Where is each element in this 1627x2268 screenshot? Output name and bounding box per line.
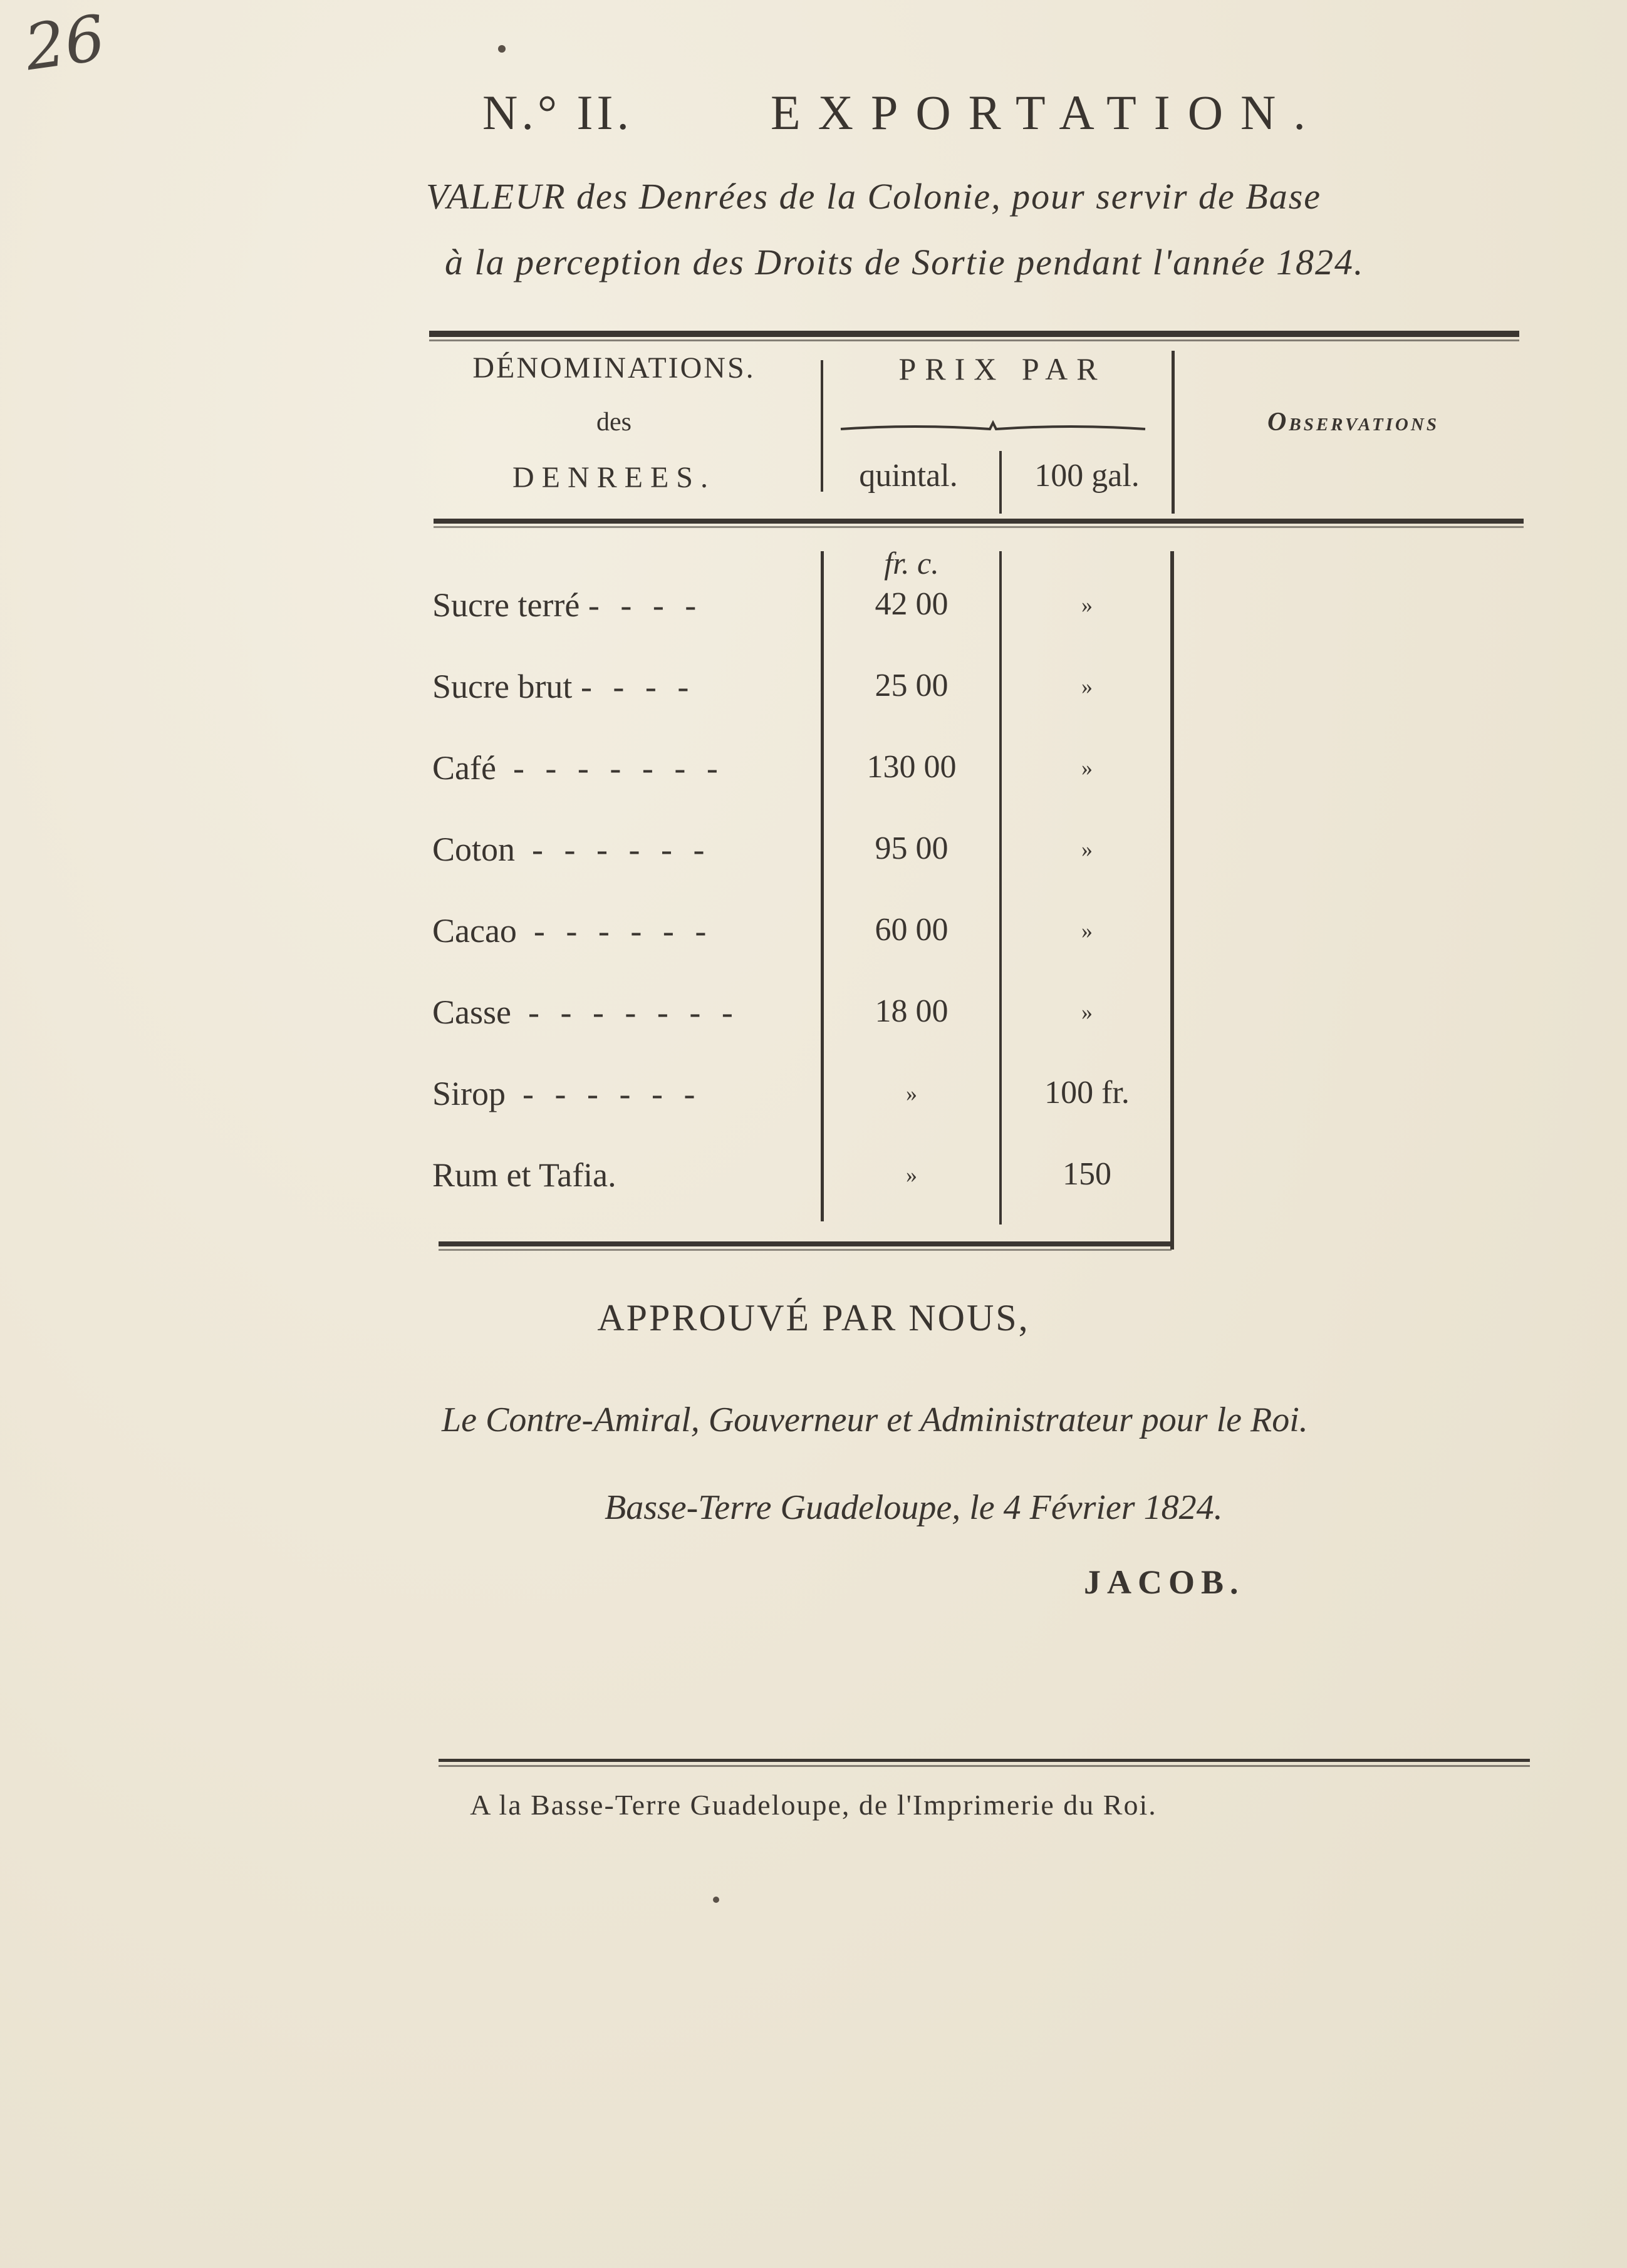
body-divider-1 bbox=[821, 551, 824, 1221]
table-row-label: Coton - - - - - - bbox=[432, 831, 711, 868]
table-cell-gal: » bbox=[1081, 755, 1093, 780]
ink-speck bbox=[713, 1897, 719, 1903]
table-row-label: Café - - - - - - - bbox=[432, 749, 724, 787]
approval-place-date: Basse-Terre Guadeloupe, le 4 Février 1824. bbox=[605, 1488, 1223, 1527]
header-divider-2 bbox=[999, 451, 1002, 514]
header-denominations: DÉNOMINATIONS. bbox=[472, 351, 756, 385]
table-cell-quintal: » bbox=[906, 1162, 917, 1188]
body-divider-2 bbox=[999, 551, 1002, 1225]
table-row-label: Casse - - - - - - - bbox=[432, 993, 739, 1031]
table-row-label: Cacao - - - - - - bbox=[432, 912, 713, 950]
table-top-rule bbox=[429, 331, 1519, 337]
table-cell-quintal: 18 00 bbox=[875, 993, 949, 1029]
document-number: N.° II. bbox=[482, 85, 633, 140]
subtitle-line-1: VALEUR des Denrées de la Colonie, pour servir de Base bbox=[426, 176, 1322, 217]
body-divider-3 bbox=[1170, 551, 1174, 1250]
table-row-label: Sirop - - - - - - bbox=[432, 1075, 702, 1112]
table-cell-quintal: 42 00 bbox=[875, 586, 949, 622]
header-denrees: DENREES. bbox=[512, 461, 715, 494]
brace-icon bbox=[839, 410, 1146, 435]
table-cell-gal: » bbox=[1081, 918, 1093, 943]
header-observations: Observations bbox=[1267, 408, 1439, 437]
header-divider-1 bbox=[821, 360, 823, 492]
table-top-rule-thin bbox=[429, 339, 1519, 341]
approval-title: APPROUVÉ PAR NOUS, bbox=[597, 1297, 1030, 1339]
table-row-label: Sucre terré - - - - bbox=[432, 586, 703, 624]
table-cell-gal: » bbox=[1081, 1000, 1093, 1025]
table-bottom-rule-thin bbox=[439, 1249, 1172, 1251]
header-bottom-rule bbox=[434, 519, 1524, 524]
footer-rule-thin bbox=[439, 1765, 1530, 1767]
header-100-gal: 100 gal. bbox=[1034, 458, 1140, 494]
table-cell-gal: » bbox=[1081, 674, 1093, 699]
table-cell-quintal: 25 00 bbox=[875, 668, 949, 703]
header-des: des bbox=[596, 408, 632, 437]
table-cell-quintal: » bbox=[906, 1081, 917, 1106]
table-row-label: Sucre brut - - - - bbox=[432, 668, 695, 705]
table-cell-quintal: 95 00 bbox=[875, 831, 949, 866]
table-cell-quintal: 60 00 bbox=[875, 912, 949, 948]
document-title: EXPORTATION. bbox=[771, 85, 1323, 140]
footer-rule bbox=[439, 1759, 1530, 1762]
ink-speck bbox=[498, 45, 506, 53]
table-row-label: Rum et Tafia. bbox=[432, 1156, 616, 1194]
currency-header: fr. c. bbox=[884, 546, 939, 581]
table-cell-quintal: 130 00 bbox=[866, 749, 957, 785]
header-prix-par: PRIX PAR bbox=[898, 351, 1106, 386]
printer-imprint: A la Basse-Terre Guadeloupe, de l'Imprimerie du Roi. bbox=[470, 1789, 1157, 1821]
table-cell-gal: » bbox=[1081, 593, 1093, 618]
table-cell-gal: » bbox=[1081, 837, 1093, 862]
header-bottom-rule-thin bbox=[434, 526, 1524, 528]
signature: JACOB. bbox=[1084, 1563, 1245, 1601]
table-bottom-rule bbox=[439, 1241, 1172, 1246]
header-divider-3 bbox=[1172, 351, 1175, 514]
margin-note: 26 bbox=[20, 1, 110, 85]
subtitle-line-2: à la perception des Droits de Sortie pendant l'année 1824. bbox=[445, 242, 1364, 282]
approval-office: Le Contre-Amiral, Gouverneur et Administrateur pour le Roi. bbox=[442, 1401, 1308, 1439]
header-quintal: quintal. bbox=[859, 458, 958, 494]
table-cell-gal: 100 fr. bbox=[1044, 1075, 1130, 1111]
table-cell-gal: 150 bbox=[1063, 1156, 1111, 1192]
